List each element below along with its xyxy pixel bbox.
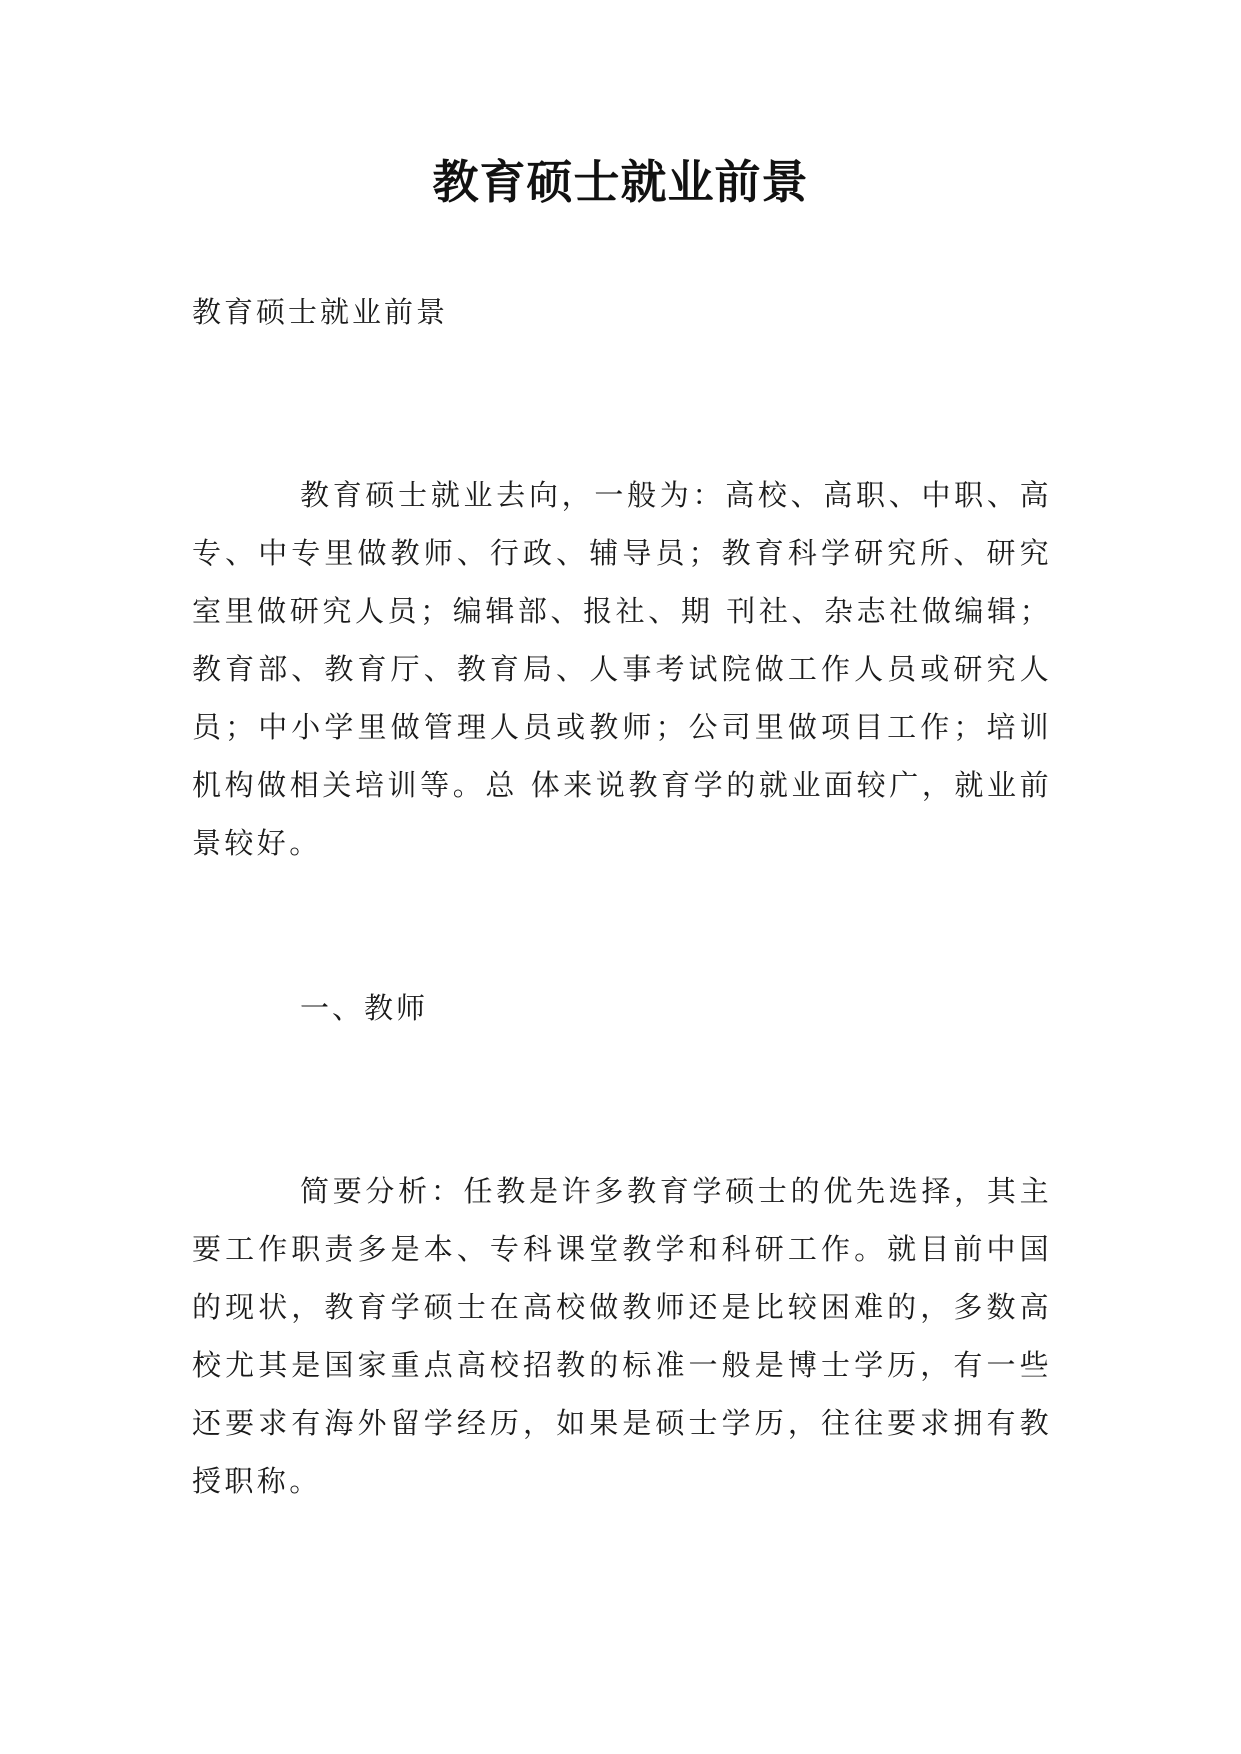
- document-subtitle: 教育硕士就业前景: [192, 295, 449, 329]
- section-heading-teacher: 一、教师: [300, 991, 429, 1025]
- paragraph-brief-analysis: 简要分析：任教是许多教育学硕士的优先选择，其主要工作职责多是本、专科课堂教学和科研工作。就目前中国的现状，教育学硕士在高校做教师还是比较困难的，多数高校尤其是国家重点高校招教的标准一般是博士学历，有一些还要求有海外留学经历，如果是硕士学历，往往要求拥有教授职称。: [192, 1174, 1052, 1498]
- document-title: 教育硕士就业前景: [432, 155, 809, 209]
- paragraph-career-destinations: 教育硕士就业去向，一般为：高校、高职、中职、高专、中专里做教师、行政、辅导员；教育科学研究所、研究室里做研究人员；编辑部、报社、期 刊社、杂志社做编辑；教育部、教育厅、教育局、人事考试院做工作人员或研究人员；中小学里做管理人员或教师；公司里做项目工作；培训机构做相关培训等。总 体来说教育学的就业面较广，就业前景较好。: [192, 478, 1052, 860]
